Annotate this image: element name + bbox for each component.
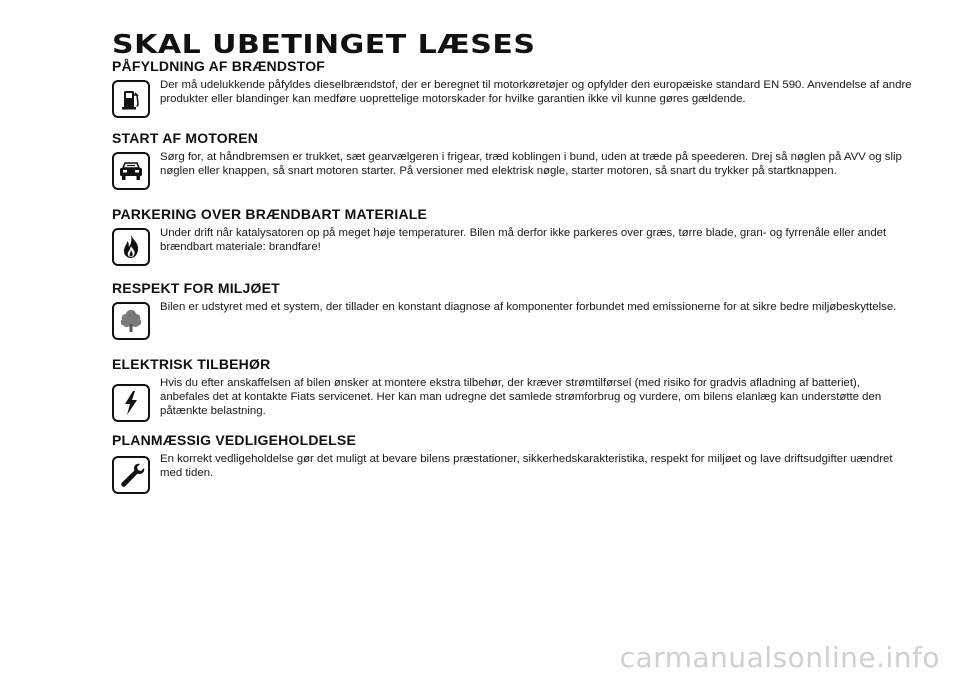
section-heading: PARKERING OVER BRÆNDBART MATERIALE (112, 206, 428, 222)
section-text: En korrekt vedligeholdelse gør det muligt at bevare bilens præstationer, sikkerhedskarakteristika, respekt for miljøet og lave driftsudgifter uændret med tiden. (160, 453, 893, 479)
fuel-pump-icon (112, 80, 150, 118)
watermark: carmanualsonline.info (619, 641, 940, 674)
section-maintenance (112, 432, 912, 494)
section-text: Bilen er udstyret med et system, der tillader en konstant diagnose af komponenter forbundet med emissionerne for at sikre bedre miljøbeskyttelse. (160, 301, 897, 313)
flame-icon (112, 228, 150, 266)
section-fuel (112, 58, 912, 118)
section-heading: START AF MOTOREN (112, 130, 259, 146)
section-heading: ELEKTRISK TILBEHØR (112, 356, 271, 372)
wrench-icon (112, 456, 150, 494)
section-text: Sørg for, at håndbremsen er trukket, sæt gearvælgeren i frigear, træd koblingen i bund, uden at træde på speederen. Drej så nøglen på AVV og slip nøglen eller knappen, så snart motoren starter. På versioner med elektrisk nøgle, starter motoren, så snart du trykker på startknappen. (160, 151, 902, 177)
section-parking (112, 206, 912, 266)
section-heading: PLANMÆSSIG VEDLIGEHOLDELSE (112, 432, 356, 448)
car-icon (112, 152, 150, 190)
section-text: Der må udelukkende påfyldes dieselbrændstof, der er beregnet til motorkøretøjer og opfylder den europæiske standard EN 590. Anvendelse af andre produkter eller blandinger kan medføre uoprettelige motorskader for hvilke garantien ikke vil kunne gøres gældende. (160, 79, 912, 105)
section-electrical-accessories (112, 356, 912, 422)
section-environment (112, 280, 912, 340)
page-title: SKAL UBETINGET LÆSES (112, 30, 536, 60)
section-heading: RESPEKT FOR MILJØET (112, 280, 280, 296)
section-heading: PÅFYLDNING AF BRÆNDSTOF (112, 58, 326, 74)
section-engine-start (112, 130, 912, 190)
tree-icon (112, 302, 150, 340)
section-text: Under drift når katalysatoren op på meget høje temperaturer. Bilen må derfor ikke parkeres over græs, tørre blade, gran- og fyrrenåle eller andet brændbart materiale: brandfare! (160, 227, 887, 253)
lightning-bolt-icon (112, 384, 150, 422)
section-text: Hvis du efter anskaffelsen af bilen ønsker at montere ekstra tilbehør, der kræver strømtilførsel (med risiko for gradvis afladning af batteriet), anbefales det at kontakte Fiats servicenet. Her kan man udregne det samlede strømforbrug og vurdere, om bilens elanlæg kan understøtte den påtænkte belastning. (160, 377, 882, 417)
